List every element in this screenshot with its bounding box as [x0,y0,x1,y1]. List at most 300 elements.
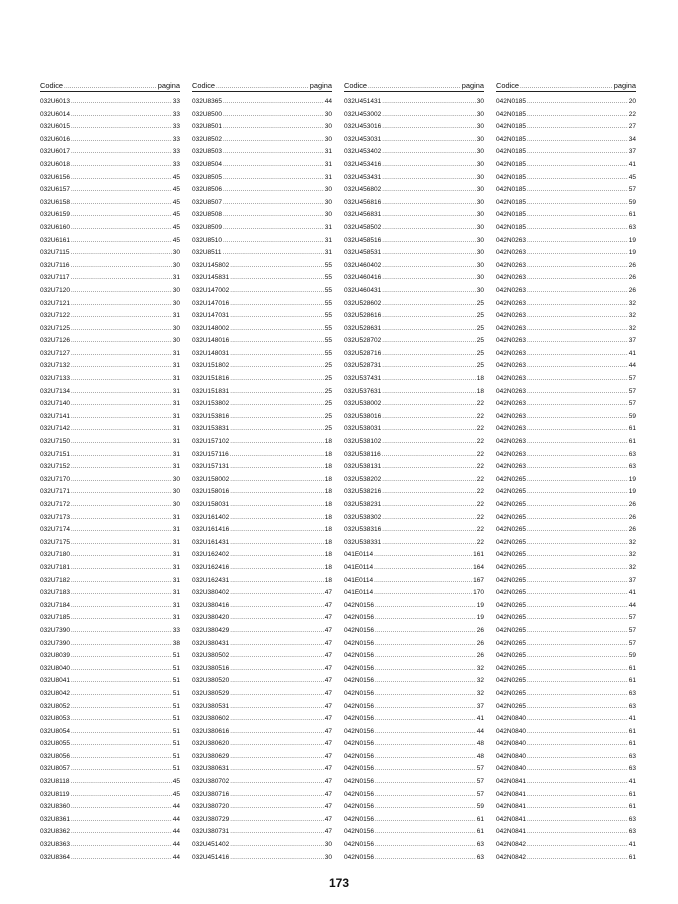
product-code: 032U148002 [192,324,230,332]
product-code: 032U453402 [344,148,382,156]
leader-dots [230,449,324,462]
page-reference: 30 [324,186,332,194]
index-entry [192,298,332,311]
product-code: 042N0263 [496,438,526,446]
page-reference: 19 [628,488,636,496]
page-reference: 55 [324,337,332,345]
page-reference: 47 [324,790,332,798]
index-entry [192,461,332,474]
product-code: 032U380429 [192,626,230,634]
index-entry [496,537,636,550]
leader-dots [527,763,628,776]
product-code: 032U8361 [40,815,70,823]
index-entry [40,486,180,499]
index-entry [40,512,180,525]
product-code: 032U161402 [192,513,230,521]
product-code: 032U7172 [40,501,70,508]
page-reference: 30 [476,135,484,143]
leader-dots [71,713,172,726]
index-entry [192,209,332,222]
leader-dots [71,474,172,487]
index-entry [40,612,180,625]
index-entry [344,612,484,625]
page-reference: 41 [628,841,636,849]
index-entry [344,776,484,789]
leader-dots [230,461,324,474]
index-entry [496,826,636,839]
product-code: 032U8502 [192,135,222,143]
index-column [496,80,636,864]
leader-dots [71,512,172,525]
page-reference: 31 [172,463,180,471]
page-reference: 61 [628,853,636,861]
index-entry [344,335,484,348]
page-reference: 44 [476,727,484,735]
index-entry [496,449,636,462]
leader-dots [216,80,309,93]
leader-dots [527,600,628,613]
index-entry [496,549,636,562]
leader-dots [382,109,476,122]
index-entry [192,562,332,575]
leader-dots [71,801,172,814]
page-reference: 61 [628,677,636,685]
product-code: 032U7151 [40,450,70,458]
page-reference: 25 [476,299,484,307]
index-entry [344,436,484,449]
product-code: 032U7127 [40,349,70,357]
product-code: 042N0156 [344,841,374,849]
product-code: 032U538231 [344,501,382,508]
product-code: 032U8052 [40,702,70,710]
leader-dots [64,80,157,93]
page-reference: 22 [476,501,484,508]
leader-dots [230,650,324,663]
product-code: 042N0263 [496,463,526,471]
page-reference: 59 [628,412,636,420]
product-code: 032U451431 [344,98,382,105]
product-code: 032U7121 [40,299,70,307]
product-code: 042N0185 [496,211,526,219]
page-reference: 31 [172,526,180,534]
leader-dots [527,398,628,411]
leader-dots [375,852,476,865]
product-code: 032U460431 [344,286,382,294]
leader-dots [230,348,324,361]
page-reference: 45 [172,236,180,244]
leader-dots [382,96,476,109]
page-reference: 44 [172,828,180,836]
page-reference: 63 [628,752,636,760]
product-code: 032U538016 [344,412,382,420]
page-reference: 33 [172,110,180,118]
page-reference: 19 [476,614,484,622]
index-entry [40,373,180,386]
page-reference: 59 [628,652,636,660]
code-header: Codice [192,81,216,90]
product-code: 032U7122 [40,312,70,320]
product-code: 042N0265 [496,576,526,584]
product-code: 042N0156 [344,664,374,672]
index-entry [344,184,484,197]
index-entry [192,801,332,814]
index-entry [40,222,180,235]
product-code: 042N0263 [496,337,526,345]
page-reference: 32 [628,312,636,320]
index-entry [344,486,484,499]
product-code: 032U456831 [344,211,382,219]
leader-dots [527,197,628,210]
page-reference: 30 [172,501,180,508]
product-code: 032U6013 [40,98,70,105]
index-entry [496,335,636,348]
index-entry [192,638,332,651]
page-reference: 47 [324,677,332,685]
leader-dots [382,260,476,273]
index-entry [496,675,636,688]
index-entry [344,852,484,865]
leader-dots [230,373,324,386]
leader-dots [527,272,628,285]
leader-dots [71,650,172,663]
product-code: 032U8501 [192,123,222,131]
product-code: 042N0156 [344,689,374,697]
page-reference: 32 [476,664,484,672]
product-code: 032U8506 [192,186,222,194]
leader-dots [375,701,476,714]
product-code: 032U161431 [192,538,230,546]
index-entry [344,323,484,336]
index-entry [192,575,332,588]
index-entry [40,247,180,260]
index-entry [496,638,636,651]
product-code: 042N0263 [496,236,526,244]
page-reference: 30 [476,286,484,294]
product-code: 042N0263 [496,362,526,370]
index-entry [192,109,332,122]
leader-dots [71,549,172,562]
product-code: 032U8365 [192,98,222,105]
product-code: 032U380431 [192,639,230,647]
product-code: 042N0842 [496,841,526,849]
page-reference: 47 [324,740,332,748]
leader-dots [375,713,476,726]
index-entry [40,751,180,764]
page-reference: 31 [324,160,332,168]
page-reference: 30 [476,198,484,206]
page-reference: 30 [324,135,332,143]
leader-dots [382,537,476,550]
leader-dots [382,134,476,147]
index-entry [40,235,180,248]
product-code: 032U6018 [40,160,70,168]
index-entry [40,663,180,676]
index-entry [40,763,180,776]
page-header: pagina [309,81,332,90]
product-code: 032U538131 [344,463,382,471]
leader-dots [71,562,172,575]
product-code: 042N0156 [344,652,374,660]
leader-dots [375,839,476,852]
leader-dots [71,839,172,852]
leader-dots [527,701,628,714]
leader-dots [527,310,628,323]
index-entry [344,801,484,814]
product-code: 042N0156 [344,815,374,823]
leader-dots [382,449,476,462]
index-entry [496,575,636,588]
index-entry [496,298,636,311]
product-code: 042N0263 [496,375,526,383]
index-entry [40,575,180,588]
product-code: 042N0840 [496,727,526,735]
leader-dots [223,197,324,210]
index-entry [344,839,484,852]
product-code: 032U8511 [192,249,222,257]
page-reference: 41 [628,715,636,723]
product-code: 042N0263 [496,400,526,408]
leader-dots [527,625,628,638]
product-code: 042N0265 [496,513,526,521]
page-reference: 63 [628,815,636,823]
product-code: 032U158016 [192,488,230,496]
page-reference: 22 [476,488,484,496]
product-code: 032U380602 [192,715,230,723]
product-code: 032U8510 [192,236,222,244]
page-reference: 33 [172,135,180,143]
leader-dots [527,348,628,361]
page-reference: 26 [628,501,636,508]
page-reference: 48 [476,752,484,760]
index-entry [344,512,484,525]
index-entry [496,172,636,185]
leader-dots [382,222,476,235]
page-reference: 26 [476,626,484,634]
page-reference: 63 [628,463,636,471]
page-header: pagina [461,81,484,90]
product-code: 032U148016 [192,337,230,345]
page-reference: 51 [172,740,180,748]
leader-dots [527,423,628,436]
index-entry [344,751,484,764]
page-reference: 32 [628,538,636,546]
page-reference: 51 [172,702,180,710]
index-entry [496,423,636,436]
leader-dots [230,789,324,802]
product-code: 041E0114 [344,563,374,571]
page-reference: 61 [628,438,636,446]
leader-dots [527,587,628,600]
leader-dots [527,738,628,751]
page-reference: 31 [172,538,180,546]
leader-dots [71,575,172,588]
index-entry [40,789,180,802]
leader-dots [71,701,172,714]
page-reference: 25 [324,362,332,370]
page-reference: 31 [172,601,180,609]
product-code: 042N0156 [344,601,374,609]
page-reference: 41 [628,349,636,357]
index-entry [40,537,180,550]
product-code: 042N0263 [496,299,526,307]
product-code: 032U8055 [40,740,70,748]
page-reference: 170 [473,589,484,597]
product-code: 032U7181 [40,563,70,571]
index-entry [344,260,484,273]
index-entry [40,209,180,222]
leader-dots [230,549,324,562]
index-entry [40,688,180,701]
page-reference: 26 [628,513,636,521]
page-reference: 167 [473,576,484,584]
leader-dots [71,751,172,764]
page-reference: 63 [628,828,636,836]
page-reference: 33 [172,98,180,105]
page-reference: 30 [324,123,332,131]
leader-dots [230,688,324,701]
product-code: 042N0840 [496,752,526,760]
product-code: 041E0114 [344,576,374,584]
product-code: 032U7115 [40,249,70,257]
page-reference: 47 [324,752,332,760]
product-code: 042N0263 [496,349,526,357]
product-code: 032U162431 [192,576,230,584]
index-entry [496,814,636,827]
leader-dots [71,587,172,600]
leader-dots [527,852,628,865]
leader-dots [520,80,613,93]
page-reference: 26 [476,639,484,647]
product-code: 032U148031 [192,349,230,357]
page-reference: 55 [324,312,332,320]
index-entry [192,310,332,323]
page-reference: 30 [172,488,180,496]
page-reference: 18 [324,438,332,446]
page-reference: 61 [628,790,636,798]
product-code: 032U453031 [344,135,382,143]
leader-dots [230,600,324,613]
page-reference: 31 [324,148,332,156]
leader-dots [230,386,324,399]
leader-dots [375,814,476,827]
leader-dots [230,298,324,311]
index-entry [496,713,636,726]
page-reference: 61 [628,727,636,735]
index-entry [344,197,484,210]
page-reference: 31 [172,576,180,584]
index-entry [40,461,180,474]
product-code: 042N0265 [496,652,526,660]
product-code: 032U458516 [344,236,382,244]
product-code: 032U6014 [40,110,70,118]
page-reference: 45 [172,211,180,219]
page-reference: 31 [172,438,180,446]
index-entry [192,197,332,210]
page-reference: 37 [628,337,636,345]
index-entry [344,826,484,839]
leader-dots [230,839,324,852]
page-reference: 41 [628,589,636,597]
product-code: 042N0840 [496,765,526,773]
product-code: 042N0156 [344,614,374,622]
leader-dots [230,826,324,839]
product-code: 042N0185 [496,148,526,156]
product-code: 032U460402 [344,261,382,269]
index-entry [496,310,636,323]
leader-dots [382,184,476,197]
leader-dots [230,726,324,739]
page-reference: 44 [172,841,180,849]
leader-dots [71,298,172,311]
leader-dots [71,96,172,109]
index-entry [40,814,180,827]
leader-dots [71,600,172,613]
page-reference: 18 [476,387,484,395]
leader-dots [527,360,628,373]
leader-dots [230,260,324,273]
index-entry [40,260,180,273]
leader-dots [71,612,172,625]
product-code: 042N0156 [344,765,374,773]
product-code: 042N0156 [344,702,374,710]
index-entry [344,688,484,701]
leader-dots [382,499,476,512]
leader-dots [375,688,476,701]
index-entry [496,738,636,751]
product-code: 032U8507 [192,198,222,206]
leader-dots [375,625,476,638]
leader-dots [527,486,628,499]
product-code: 042N0185 [496,186,526,194]
product-code: 032U8118 [40,778,70,786]
page-reference: 30 [324,211,332,219]
page-reference: 55 [324,286,332,294]
index-entry [40,184,180,197]
index-entry [496,650,636,663]
page-reference: 18 [324,576,332,584]
page-reference: 37 [628,576,636,584]
index-entry [344,310,484,323]
column-header [344,80,484,92]
page-reference: 31 [172,349,180,357]
index-entry [40,600,180,613]
column-header [496,80,636,92]
index-entry [496,96,636,109]
leader-dots [527,260,628,273]
page-reference: 31 [324,173,332,181]
index-column [40,80,180,864]
page-reference: 57 [628,639,636,647]
index-entry [344,386,484,399]
page-reference: 30 [172,286,180,294]
product-code: 032U158002 [192,475,230,483]
page-reference: 22 [476,475,484,483]
page-reference: 22 [476,463,484,471]
product-code: 032U456802 [344,186,382,194]
index-entry [496,776,636,789]
index-entry [192,688,332,701]
product-code: 032U451402 [192,841,230,849]
page-reference: 57 [476,778,484,786]
product-code: 042N0156 [344,778,374,786]
product-code: 042N0156 [344,828,374,836]
leader-dots [527,512,628,525]
index-entry [344,726,484,739]
leader-dots [527,159,628,172]
index-entry [40,524,180,537]
page-reference: 33 [172,148,180,156]
leader-dots [71,436,172,449]
